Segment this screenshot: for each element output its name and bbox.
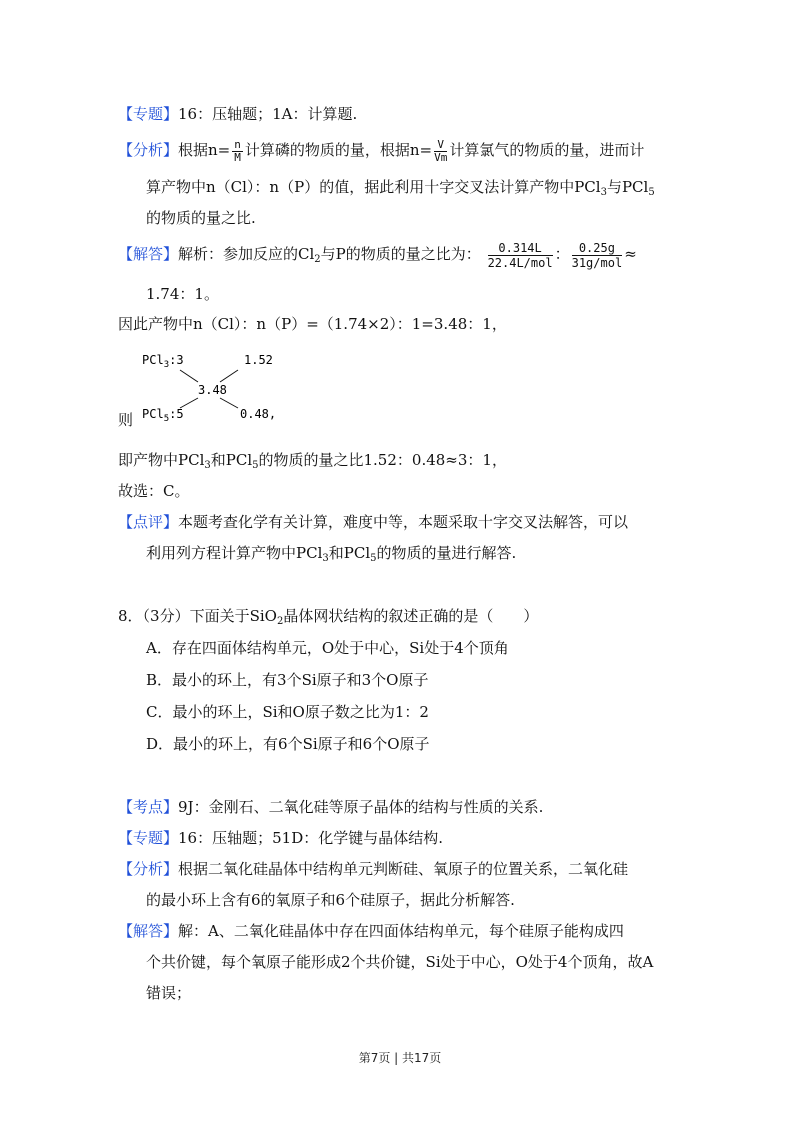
cross-center: 3.48 — [198, 383, 227, 397]
cross-bottom-left: PCl$_5$:5 — [142, 407, 184, 422]
q8-option-c: C．最小的环上，Si和O原子数之比为1：2 — [146, 703, 429, 721]
fraction-v-over-vm: $\frac{V}{Vm}$ — [434, 137, 448, 164]
fenxi-tag: 【分析】 — [118, 860, 179, 878]
cross-line-tl — [180, 370, 198, 382]
q8-option-a: A．存在四面体结构单元，O处于中心，Si处于4个顶角 — [146, 639, 509, 657]
q7-jieda: 【解答】解析：参加反应的$Cl_2$与P的物质的量之比为： $\frac{0.314L}{\text{22.4L/mol}}$ ： $\frac{0.25g}{\text{31g/mol}}$ ≈ — [118, 240, 637, 270]
q8-stem: 8．（3分）下面关于SiO$_2$晶体网状结构的叙述正确的是（ ） — [118, 607, 539, 627]
zhuanti-tag: 【专题】 — [118, 105, 179, 123]
q7-answer: 故选：C。 — [118, 482, 190, 500]
q7-zhuanti: 【专题】16：压轴题；1A：计算题. — [118, 105, 358, 123]
jieda-tag: 【解答】 — [118, 922, 179, 940]
fenxi-tag: 【分析】 — [118, 141, 179, 159]
q7-fenxi-line2: 算产物中n（Cl）：n（P）的值，据此利用十字交叉法计算产物中PCl$_3$与PCl$_5$ — [146, 178, 655, 198]
q7-ji-line: 即产物中PCl$_3$和PCl$_5$的物质的量之比1.52：0.48≈3：1， — [118, 451, 507, 471]
q8-zhuanti: 【专题】16：压轴题；51D：化学键与晶体结构. — [118, 829, 443, 847]
kaodian-tag: 【考点】 — [118, 798, 179, 816]
q7-fenxi-line3: 的物质的量之比. — [146, 209, 256, 227]
q8-option-b: B．最小的环上，有3个Si原子和3个O原子 — [146, 671, 429, 689]
q7-ratio-line: 因此产物中n（Cl）：n（P）=（1.74×2）：1=3.48：1， — [118, 315, 507, 333]
cross-top-left: PCl$_3$:3 — [142, 353, 184, 370]
q7-jieda-line2: 1.74：1。 — [146, 285, 219, 303]
q8-kaodian: 【考点】9J：金刚石、二氧化硅等原子晶体的结构与性质的关系. — [118, 798, 544, 816]
fraction-p-moles: $\frac{0.25g}{\text{31g/mol}}$ — [571, 240, 623, 270]
q7-fenxi: 【分析】根据n= $\frac{n}{M}$ 计算磷的物质的量，根据n= $\frac{V}{Vm}$ 计算氯气的物质的量，进而计 — [118, 137, 645, 164]
q7-ze: 则 — [118, 411, 134, 429]
cross-line-tr — [220, 370, 238, 382]
q7-dianping: 【点评】本题考查化学有关计算，难度中等，本题采取十字交叉法解答，可以 — [118, 513, 629, 531]
zhuanti-tag: 【专题】 — [118, 829, 179, 847]
q7-dianping-line2: 利用列方程计算产物中PCl$_3$和PCl$_5$的物质的量进行解答. — [146, 544, 517, 564]
q8-jieda: 【解答】解：A、二氧化硅晶体中存在四面体结构单元，每个硅原子能构成四 — [118, 922, 624, 940]
q8-option-d: D．最小的环上，有6个Si原子和6个O原子 — [146, 735, 430, 753]
fraction-n-over-m: $\frac{n}{M}$ — [234, 137, 241, 164]
dianping-tag: 【点评】 — [118, 513, 179, 531]
page-footer: 第7页 | 共17页 — [358, 1051, 442, 1065]
cross-top-right: 1.52 — [244, 353, 273, 367]
q8-fenxi-line2: 的最小环上含有6的氧原子和6个硅原子，据此分析解答. — [146, 891, 515, 909]
q8-jieda-line2: 个共价键，每个氧原子能形成2个共价键，Si处于中心，O处于4个顶角，故A — [146, 953, 654, 971]
cross-line-br — [220, 398, 238, 408]
q8-fenxi: 【分析】根据二氧化硅晶体中结构单元判断硅、氧原子的位置关系，二氧化硅 — [118, 860, 629, 878]
cross-method-diagram — [140, 350, 310, 422]
fraction-cl2-moles: $\frac{0.314L}{\text{22.4L/mol}}$ — [487, 240, 553, 270]
q8-jieda-line3: 错误； — [146, 984, 192, 1002]
jieda-tag: 【解答】 — [118, 245, 179, 263]
cross-bottom-right: 0.48, — [240, 407, 277, 421]
